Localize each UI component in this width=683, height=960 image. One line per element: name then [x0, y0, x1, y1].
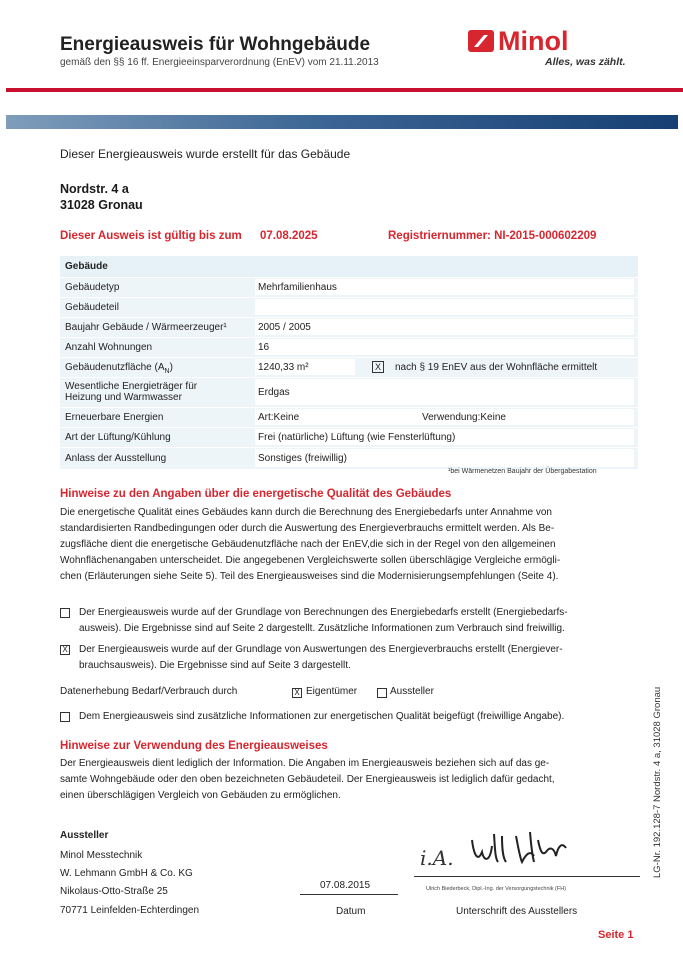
usage-heading: Hinweise zur Verwendung des Energieausweises: [60, 740, 328, 752]
consumption-checkbox[interactable]: X: [60, 645, 70, 655]
demand-checkbox[interactable]: [60, 608, 70, 618]
header-red-line: [6, 88, 683, 92]
side-reference: LG-Nr. 192.128-7 Nordstr. 4 a, 31028 Gronau: [652, 686, 663, 878]
minol-logo-text: Minol: [498, 28, 569, 56]
registration-number: Registriernummer: NI-2015-000602209: [388, 230, 597, 242]
issuer-line: Minol Messtechnik: [60, 850, 143, 861]
issue-date: 07.08.2015: [320, 880, 371, 891]
table-row: [60, 378, 638, 408]
quality-heading: Hinweise zu den Angaben über die energetische Qualität des Gebäudes: [60, 488, 452, 500]
issuer-line: W. Lehmann GmbH & Co. KG: [60, 868, 193, 879]
energy-value: Erdgas: [255, 379, 634, 405]
option-extra: Dem Energieausweis sind zusätzliche Informationen zur energetischen Qualität beigefügt (freiwillige Angabe).: [60, 709, 640, 725]
ventilation-label: Art der Lüftung/Kühlung: [65, 432, 171, 443]
address-street: Nordstr. 4 a: [60, 182, 129, 196]
minol-logo-mark: [468, 30, 494, 52]
usage-line: Der Energieausweis dient lediglich der Information. Die Angaben im Energieausweis beziehen sich auf das ge-: [60, 758, 550, 769]
table-row: [60, 318, 638, 338]
units-label: Anzahl Wohnungen: [65, 342, 153, 353]
part-label: Gebäudeteil: [65, 302, 119, 313]
table-row: [60, 428, 638, 448]
issuer-option-label: Aussteller: [390, 686, 434, 697]
extra-checkbox[interactable]: [60, 712, 70, 722]
signer-stamp: Ulrich Biederbeck, Dipl.-Ing. der Versorgungstechnik (FH): [426, 886, 567, 892]
energy-label: Wesentliche Energieträger für Heizung und Warmwasser: [65, 381, 198, 403]
table-row: [60, 298, 638, 318]
reason-value: Sonstiges (freiwillig): [255, 449, 634, 467]
year-value: 2005 / 2005: [255, 319, 634, 335]
renewable-art: Art:Keine: [258, 412, 300, 423]
ventilation-value: Frei (natürliche) Lüftung (wie Fensterlüftung): [255, 429, 634, 445]
validity-date: 07.08.2025: [260, 230, 318, 242]
data-collection-label: Datenerhebung Bedarf/Verbrauch durch: [60, 686, 238, 697]
renewable-value: [255, 409, 634, 425]
owner-checkbox[interactable]: X: [292, 688, 302, 698]
building-table: [60, 256, 638, 470]
quality-line: Die energetische Qualität eines Gebäudes kann durch die Berechnung des Energiebedarfs unter Annahme von: [60, 507, 552, 518]
document-title: Energieausweis für Wohngebäude: [60, 34, 371, 55]
table-row: [60, 408, 638, 428]
quality-paragraph: [60, 505, 640, 585]
quality-line: chen (Erläuterungen siehe Seite 5). Teil des Energieausweises sind die Modernisierungsempfehlungen (Seite 4).: [60, 571, 559, 582]
signature-prefix: i.A.: [420, 846, 454, 870]
usage-line: samte Wohngebäude oder den oben bezeichneten Gebäudeteil. Der Energieausweis ist lediglich dafür gedacht,: [60, 774, 555, 785]
area-checkbox[interactable]: X: [372, 361, 384, 373]
signature-image: [468, 826, 578, 874]
part-value: [255, 299, 634, 315]
reason-label: Anlass der Ausstellung: [65, 453, 167, 464]
table-row: [60, 278, 638, 298]
address-city: 31028 Gronau: [60, 198, 143, 212]
date-label: Datum: [336, 906, 366, 917]
year-label: Baujahr Gebäude / Wärmeerzeuger¹: [65, 322, 227, 333]
option-consumption: X Der Energieausweis wurde auf der Grundlage von Auswertungen des Energieverbrauchs erstellt (Energiever- brauchsausweis). Die Ergebnisse sind auf Seite 3 dargestellt.: [60, 642, 640, 674]
renewable-use: Verwendung:Keine: [422, 412, 506, 423]
issuer-line: Nikolaus-Otto-Straße 25: [60, 886, 168, 897]
option-demand: Der Energieausweis wurde auf der Grundlage von Berechnungen des Energiebedarfs erstellt (Energiebedarfs- ausweis). Die Ergebnisse sind auf Seite 2 dargestellt. Zusätzliche Informationen zum Verbrauch sind freiwillig.: [60, 605, 640, 637]
renewable-label: Erneuerbare Energien: [65, 412, 164, 423]
table-row: [60, 338, 638, 358]
document-subtitle: gemäß den §§ 16 ff. Energieeinsparverordnung (EnEV) vom 21.11.2013: [60, 57, 379, 68]
usage-line: einen überschlägigen Vergleich von Gebäuden zu ermöglichen.: [60, 790, 341, 801]
area-label: Gebäudenutzfläche $(A_N)$: [65, 362, 173, 375]
quality-line: standardisierten Randbedingungen oder durch die Auswertung des Energieverbrauchs ermittelt werden. Als Be-: [60, 523, 555, 534]
area-value: 1240,33 m²: [255, 359, 355, 375]
intro-text: Dieser Energieausweis wurde erstellt für das Gebäude: [60, 147, 351, 161]
table-row: [60, 448, 638, 470]
table-footnote: ¹bei Wärmenetzen Baujahr der Übergabestation: [448, 468, 597, 475]
quality-line: Wohnflächenangaben unterscheidet. Die angegebenen Vergleichswerte sollen überschlägige Vergleiche ermögli-: [60, 555, 561, 566]
signature-line: [414, 876, 640, 877]
table-heading: Gebäude: [65, 261, 108, 272]
logo-slogan: Alles, was zählt.: [545, 56, 626, 68]
type-label: Gebäudetyp: [65, 282, 120, 293]
table-row: [60, 358, 638, 378]
issuer-line: 70771 Leinfelden-Echterdingen: [60, 905, 199, 916]
table-heading-row: [60, 256, 638, 278]
usage-paragraph: [60, 756, 640, 804]
header-blue-bar: [6, 115, 678, 129]
owner-label: Eigentümer: [306, 686, 358, 697]
issuer-checkbox[interactable]: [377, 688, 387, 698]
units-value: 16: [255, 339, 634, 355]
issuer-heading: Aussteller: [60, 830, 109, 841]
validity-label: Dieser Ausweis ist gültig bis zum: [60, 230, 242, 242]
page-number: Seite 1: [598, 929, 634, 941]
area-note: nach § 19 EnEV aus der Wohnfläche ermittelt: [395, 362, 598, 373]
signature-label: Unterschrift des Ausstellers: [456, 906, 578, 917]
type-value: Mehrfamilienhaus: [255, 279, 634, 295]
quality-line: zugsfläche dient die energetische Gebäudenutzfläche nach der EnEV,die sich in der Regel von den allgemeinen: [60, 539, 556, 550]
date-line: [300, 894, 398, 895]
